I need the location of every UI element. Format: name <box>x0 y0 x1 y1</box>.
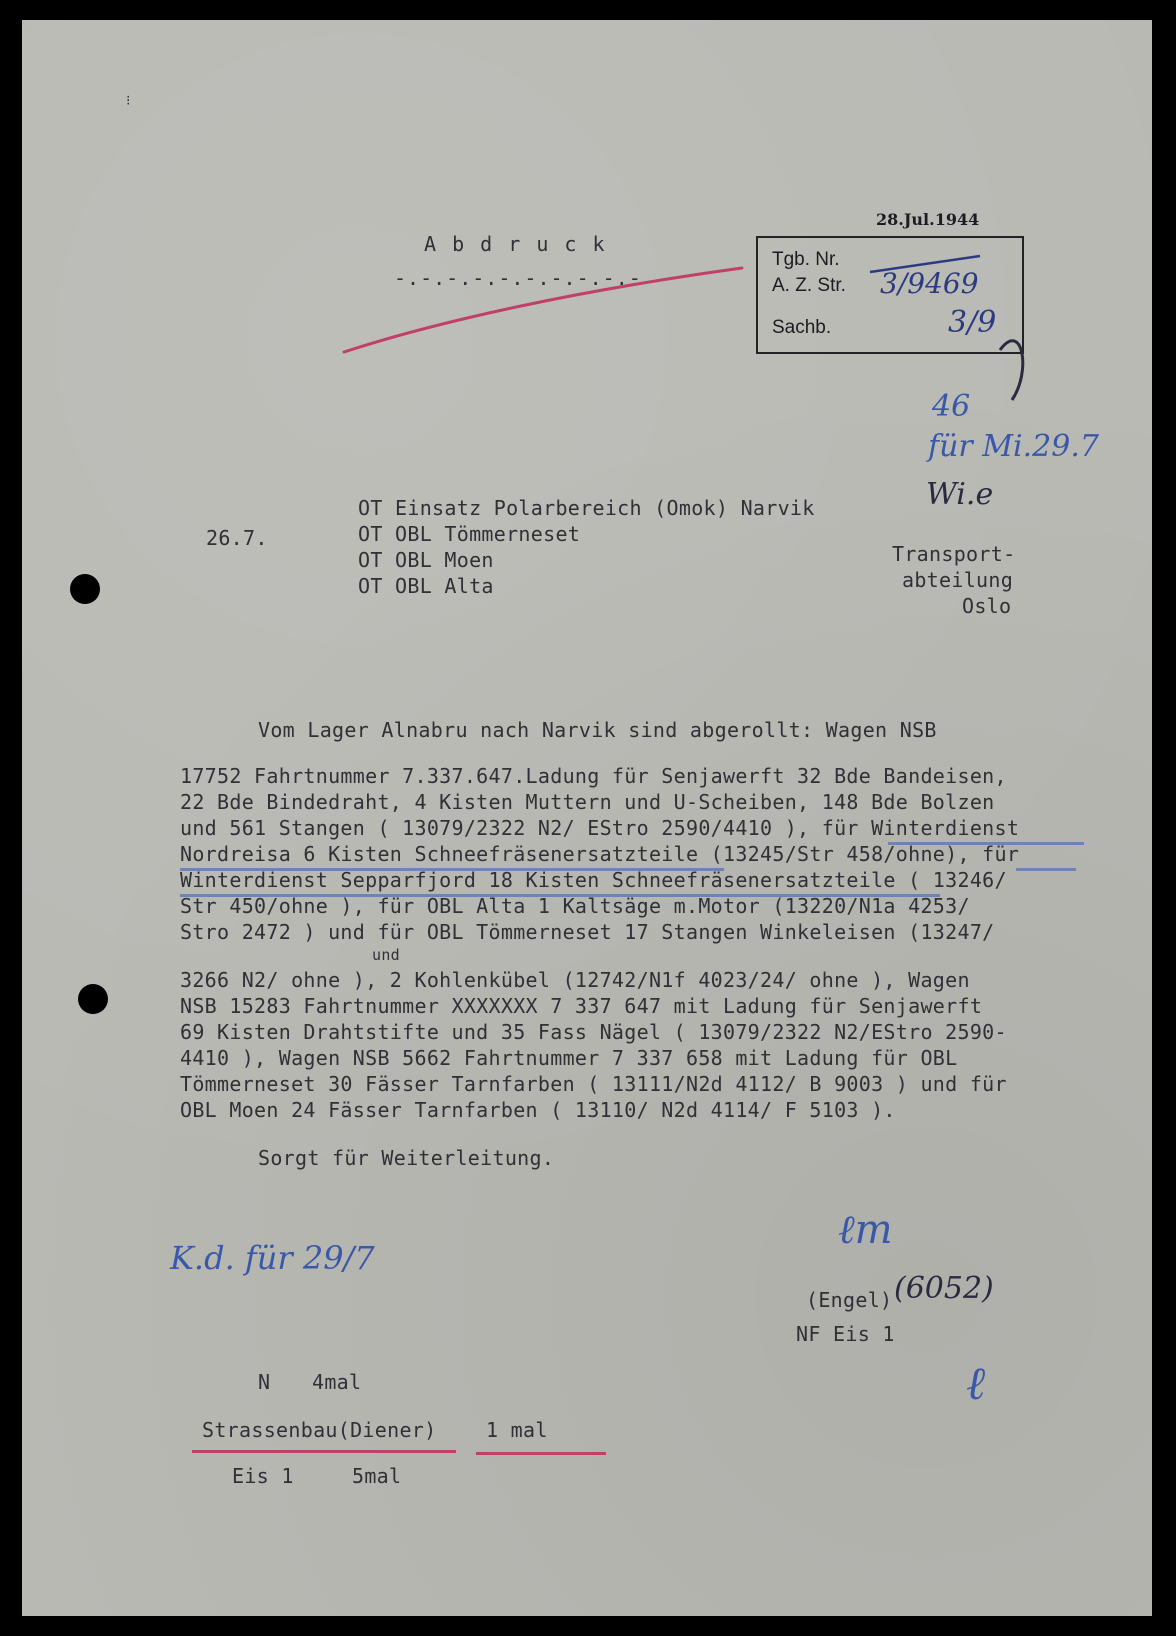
distribution-label-3: Eis 1 <box>232 1464 294 1488</box>
stamp-az-value: 3/9469 <box>880 267 979 300</box>
document-title: A b d r u c k <box>424 232 607 256</box>
signature-scribble: ℓm <box>838 1207 893 1253</box>
body-line: Vom Lager Alnabru nach Narvik sind abgerollt: Wagen NSB <box>258 718 937 742</box>
stamp-az-label: A. Z. Str. <box>772 275 846 296</box>
margin-note-initials: Wi.e <box>926 477 994 512</box>
body-line: OBL Moen 24 Fässer Tarnfarben ( 13110/ N2d 4114/ F 5103 ). <box>180 1098 896 1122</box>
document-page <box>22 20 1152 1616</box>
blue-slash-mark <box>1000 341 1023 400</box>
distribution-label-1: N <box>258 1370 271 1394</box>
margin-note-date: für Mi.29.7 <box>928 429 1099 464</box>
stamp-strike-line <box>870 256 980 272</box>
initial-mark: ℓ <box>966 1356 986 1410</box>
handwritten-note: K.d. für 29/7 <box>170 1239 375 1277</box>
body-line: 4410 ), Wagen NSB 5662 Fahrtnummer 7 337 658 mit Ladung für OBL <box>180 1046 958 1070</box>
recipient-3: OT OBL Moen <box>358 548 494 572</box>
stamp-date: 28.Jul.1944 <box>876 210 980 229</box>
body-line: und 561 Stangen ( 13079/2322 N2/ EStro 2590/4410 ), für Winterdienst <box>180 816 1020 840</box>
sender-line-2: abteilung <box>902 568 1014 592</box>
red-pencil-stroke <box>344 268 742 352</box>
distribution-count-1: 4mal <box>312 1370 362 1394</box>
distribution-count-3: 5mal <box>352 1464 402 1488</box>
closing-line: Sorgt für Weiterleitung. <box>258 1146 555 1170</box>
body-line: 17752 Fahrtnummer 7.337.647.Ladung für Senjawerft 32 Bde Bandeisen, <box>180 764 1007 788</box>
recipient-4: OT OBL Alta <box>358 574 494 598</box>
stamp-sachb-value: 3/9 <box>948 305 997 340</box>
body-line: NSB 15283 Fahrtnummer XXXXXXX 7 337 647 mit Ladung für Senjawerft <box>180 994 983 1018</box>
body-line: 22 Bde Bindedraht, 4 Kisten Muttern und U-Scheiben, 148 Bde Bolzen <box>180 790 995 814</box>
recipient-1: OT Einsatz Polarbereich (Omok) Narvik <box>358 496 815 520</box>
distribution-label-2: Strassenbau(Diener) <box>202 1418 437 1442</box>
body-line: 3266 N2/ ohne ), 2 Kohlenkübel (12742/N1f 4023/24/ ohne ), Wagen <box>180 968 970 992</box>
signature-number: (6052) <box>894 1271 994 1306</box>
sender-line-1: Transport- <box>892 542 1016 566</box>
recipient-2: OT OBL Tömmerneset <box>358 522 581 546</box>
title-rule: -.-.-.-.-.-.-.-.-.- <box>394 266 642 290</box>
body-line: Stro 2472 ) und für OBL Tömmerneset 17 Stangen Winkeleisen (13247/ <box>180 920 995 944</box>
sender-line-3: Oslo <box>962 594 1012 618</box>
pencil-strokes <box>22 20 1152 1616</box>
body-line: Nordreisa 6 Kisten Schneefräsenersatzteile (13245/Str 458/ohne), für <box>180 842 1020 866</box>
letter-date: 26.7. <box>206 526 268 550</box>
signature-name: (Engel) <box>806 1288 893 1312</box>
body-insert: und <box>372 946 400 964</box>
margin-note-number: 46 <box>932 389 971 424</box>
corner-mark: ⁝ <box>126 93 131 109</box>
body-line: Winterdienst Sepparfjord 18 Kisten Schneefräsenersatzteile ( 13246/ <box>180 868 1007 892</box>
body-line: 69 Kisten Drahtstifte und 35 Fass Nägel ( 13079/2322 N2/EStro 2590- <box>180 1020 1007 1044</box>
signature-dept: NF Eis 1 <box>796 1322 895 1346</box>
stamp-sachb-label: Sachb. <box>772 317 832 338</box>
distribution-count-2: 1 mal <box>486 1418 548 1442</box>
body-line: Tömmerneset 30 Fässer Tarnfarben ( 13111/N2d 4112/ B 9003 ) und für <box>180 1072 1007 1096</box>
body-line: Str 450/ohne ), für OBL Alta 1 Kaltsäge m.Motor (13220/N1a 4253/ <box>180 894 970 918</box>
stamp-tgb-label: Tgb. Nr. <box>772 249 840 270</box>
